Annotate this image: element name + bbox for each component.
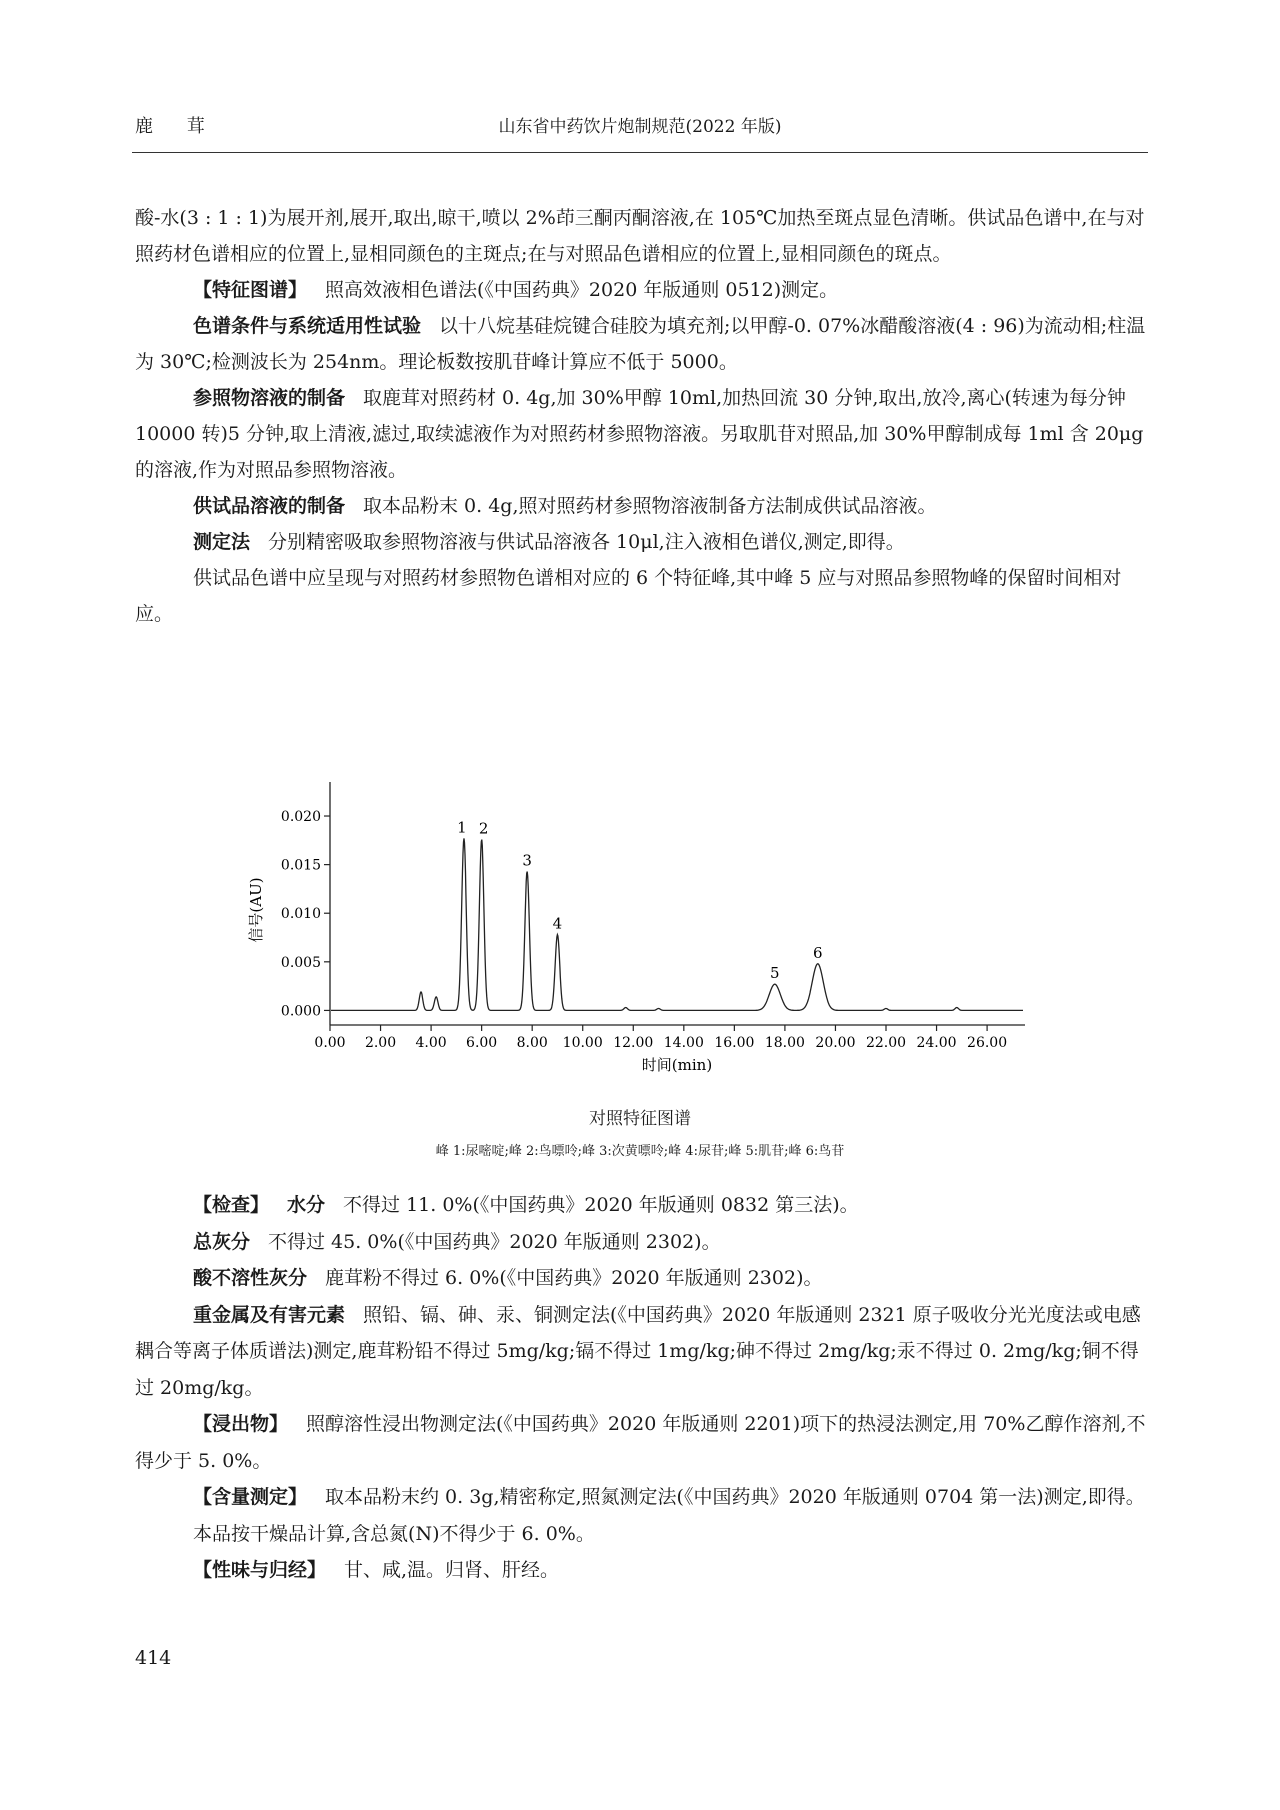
reference-heading: 参照物溶液的制备 (193, 387, 346, 409)
extract-heading: 【浸出物】 (193, 1413, 289, 1435)
peak-labels (457, 818, 822, 982)
y-tick-label: 0.020 (280, 809, 321, 826)
assay-paragraph (135, 1479, 1147, 1516)
peak-label-1: 1 (457, 818, 467, 837)
x-tick-label: 6.00 (466, 1035, 498, 1051)
chart-title: 对照特征图谱 (589, 1109, 691, 1129)
fingerprint-paragraph (135, 272, 1147, 308)
conditions-heading: 色谱条件与系统适用性试验 (193, 315, 422, 337)
page-number: 414 (135, 1647, 172, 1669)
y-tick-label: 0.005 (280, 954, 321, 971)
x-tick-label: 12.00 (613, 1035, 654, 1051)
reference-paragraph (135, 380, 1147, 488)
y-tick-label: 0.010 (280, 906, 321, 923)
y-ticks (281, 809, 330, 1019)
fingerprint-heading: 【特征图谱】 (193, 279, 308, 301)
fingerprint-text: 照高效液相色谱法(《中国药典》2020 年版通则 0512)测定。 (325, 279, 839, 301)
nature-heading: 【性味与归经】 (193, 1559, 327, 1581)
assay-limit-paragraph: 本品按干燥品计算,含总氮(N)不得少于 6. 0%。 (193, 1522, 595, 1545)
metals-paragraph (135, 1297, 1147, 1407)
method-paragraph (135, 524, 1147, 560)
x-tick-label: 10.00 (562, 1035, 603, 1051)
method-text: 分别精密吸取参照物溶液与供试品溶液各 10μl,注入液相色谱仪,测定,即得。 (268, 531, 905, 553)
x-tick-label: 0.00 (314, 1035, 346, 1051)
chromatogram-chart (225, 770, 1055, 1100)
y-tick-label: 0.015 (280, 857, 321, 874)
result-paragraph: 供试品色谱中应呈现与对照药材参照物色谱相对应的 6 个特征峰,其中峰 5 应与对照品参照物峰的保留时间相对应。 (135, 567, 1122, 625)
x-tick-label: 26.00 (967, 1035, 1008, 1051)
nature-paragraph (135, 1552, 1147, 1589)
metals-text: 照铅、镉、砷、汞、铜测定法(《中国药典》2020 年版通则 2321 原子吸收分光光度法或电感耦合等离子体质谱法)测定,鹿茸粉铅不得过 5mg/kg;镉不得过 1mg/kg;砷不得过 2mg/kg;汞不得过 0. 2mg/kg;铜不得过 20mg/kg。 (135, 1303, 1141, 1399)
acid-ash-paragraph (135, 1260, 1147, 1297)
x-tick-label: 24.00 (916, 1035, 957, 1051)
x-tick-label: 20.00 (815, 1035, 856, 1051)
x-tick-label: 16.00 (714, 1035, 755, 1051)
lower-text (135, 1187, 1147, 1589)
sample-heading: 供试品溶液的制备 (193, 495, 346, 517)
running-header-title: 鹿 茸 (135, 116, 219, 137)
assay-text: 取本品粉末约 0. 3g,精密称定,照氮测定法(《中国药典》2020 年版通则 0704 第一法)测定,即得。 (325, 1486, 1145, 1508)
acid-ash-label: 酸不溶性灰分 (193, 1267, 308, 1289)
chart-axes (330, 782, 1025, 1025)
running-header-book: 山东省中药饮片炮制规范(2022 年版) (498, 117, 782, 137)
extract-paragraph (135, 1406, 1147, 1479)
intro-paragraph: 酸-水(3 : 1 : 1)为展开剂,展开,取出,晾干,喷以 2%茚三酮丙酮溶液,在 105℃加热至斑点显色清晰。供试品色谱中,在与对照药材色谱相应的位置上,显相同颜色的主斑点;在与对照品色谱相应的位置上,显相同颜色的斑点。 (135, 207, 1145, 265)
ash-label: 总灰分 (193, 1230, 251, 1253)
water-paragraph (135, 1187, 1147, 1224)
ash-paragraph (135, 1224, 1147, 1261)
metals-label: 重金属及有害元素 (193, 1303, 346, 1326)
reference-text: 取鹿茸对照药材 0. 4g,加 30%甲醇 10ml,加热回流 30 分钟,取出,放冷,离心(转速为每分钟 10000 转)5 分钟,取上清液,滤过,取续滤液作为对照药材参照物溶液。另取肌苷对照品,加 30%甲醇制成每 1ml 含 20μg 的溶液,作为对照品参照物溶液。 (135, 387, 1144, 481)
x-tick-label: 8.00 (516, 1035, 548, 1051)
extract-text: 照醇溶性浸出物测定法(《中国药典》2020 年版通则 2201)项下的热浸法测定,用 70%乙醇作溶剂,不得少于 5. 0%。 (135, 1413, 1146, 1472)
water-text: 不得过 11. 0%(《中国药典》2020 年版通则 0832 第三法)。 (343, 1194, 859, 1216)
peak-label-5: 5 (770, 964, 780, 983)
acid-ash-text: 鹿茸粉不得过 6. 0%(《中国药典》2020 年版通则 2302)。 (325, 1267, 823, 1289)
water-label: 水分 (287, 1194, 326, 1216)
sample-text: 取本品粉末 0. 4g,照对照药材参照物溶液制备方法制成供试品溶液。 (363, 495, 937, 517)
conditions-text: 以十八烷基硅烷键合硅胶为填充剂;以甲醇-0. 07%冰醋酸溶液(4 : 96)为流动相;柱温为 30℃;检测波长为 254nm。理论板数按肌苷峰计算应不低于 5000。 (135, 315, 1146, 373)
peak-label-4: 4 (552, 914, 563, 933)
x-tick-label: 2.00 (364, 1035, 397, 1051)
chromatogram-trace (331, 838, 1023, 1010)
sample-paragraph (135, 488, 1147, 524)
x-tick-label: 4.00 (415, 1035, 447, 1051)
peak-label-2: 2 (478, 819, 489, 838)
conditions-paragraph (135, 308, 1147, 380)
nature-text: 甘、咸,温。归肾、肝经。 (344, 1559, 560, 1581)
assay-heading: 【含量测定】 (193, 1486, 308, 1508)
upper-text (135, 200, 1147, 632)
peak-names-note: 峰 1:尿嘧啶;峰 2:鸟嘌呤;峰 3:次黄嘌呤;峰 4:尿苷;峰 5:肌苷;峰 6:鸟苷 (435, 1144, 845, 1159)
peak-label-3: 3 (522, 851, 532, 870)
x-tick-label: 18.00 (764, 1035, 805, 1051)
y-axis-label: 信号(AU) (247, 877, 265, 943)
x-tick-label: 14.00 (663, 1035, 704, 1051)
peak-label-6: 6 (812, 943, 823, 962)
checks-heading: 【检查】 (193, 1194, 270, 1216)
x-axis-label: 时间(min) (641, 1056, 713, 1074)
x-ticks (314, 1025, 1007, 1051)
x-tick-label: 22.00 (865, 1035, 907, 1051)
header-rule (132, 152, 1148, 153)
ash-text: 不得过 45. 0%(《中国药典》2020 年版通则 2302)。 (268, 1230, 721, 1253)
method-heading: 测定法 (193, 531, 251, 553)
y-tick-label: 0.000 (280, 1003, 321, 1020)
